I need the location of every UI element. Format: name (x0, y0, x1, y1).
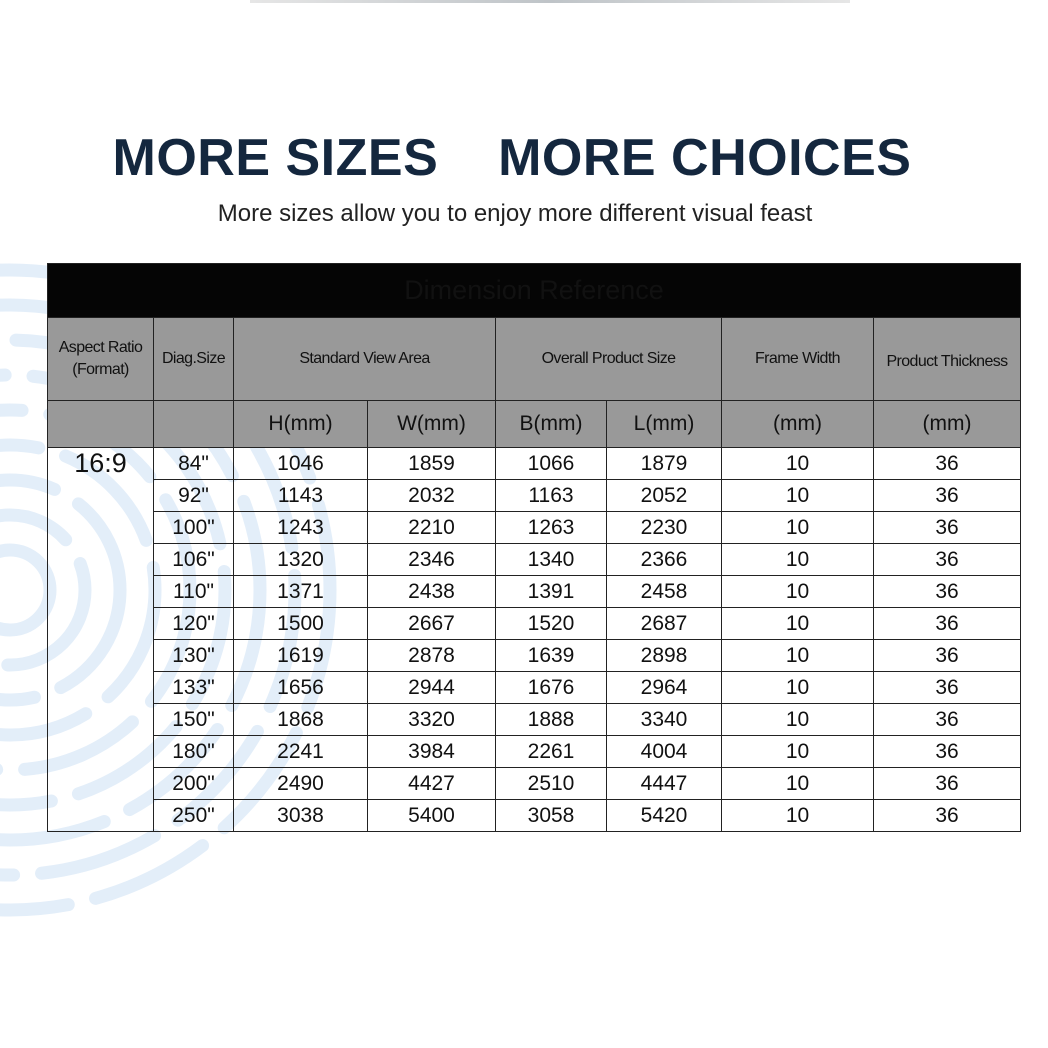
header-frame-width: Frame Width (722, 318, 874, 401)
view-height-cell: 1046 (234, 448, 368, 480)
view-width-cell: 5400 (368, 800, 496, 832)
overall-b-cell: 2510 (496, 768, 607, 800)
overall-b-cell: 1263 (496, 512, 607, 544)
unit-overall-l: L(mm) (607, 401, 722, 448)
overall-b-cell: 1639 (496, 640, 607, 672)
dimension-table (47, 263, 1021, 832)
thickness-cell: 36 (874, 608, 1021, 640)
overall-l-cell: 2230 (607, 512, 722, 544)
thickness-cell: 36 (874, 736, 1021, 768)
unit-height: H(mm) (234, 401, 368, 448)
table-row (48, 704, 1021, 736)
overall-l-cell: 2964 (607, 672, 722, 704)
unit-empty (154, 401, 234, 448)
table-row (48, 768, 1021, 800)
frame-width-cell: 10 (722, 768, 874, 800)
overall-l-cell: 2898 (607, 640, 722, 672)
overall-l-cell: 2366 (607, 544, 722, 576)
view-height-cell: 2490 (234, 768, 368, 800)
frame-width-cell: 10 (722, 480, 874, 512)
overall-b-cell: 1066 (496, 448, 607, 480)
overall-b-cell: 1520 (496, 608, 607, 640)
headline (0, 128, 1024, 188)
overall-l-cell: 4447 (607, 768, 722, 800)
overall-b-cell: 1391 (496, 576, 607, 608)
overall-b-cell: 1163 (496, 480, 607, 512)
overall-b-cell: 1340 (496, 544, 607, 576)
overall-b-cell: 1676 (496, 672, 607, 704)
header-view-area: Standard View Area (234, 318, 496, 401)
thickness-cell: 36 (874, 480, 1021, 512)
diag-size-cell: 100" (154, 512, 234, 544)
aspect-ratio-cell: 16:9 (48, 448, 154, 832)
table-row (48, 800, 1021, 832)
diag-size-cell: 200" (154, 768, 234, 800)
diag-size-cell: 150" (154, 704, 234, 736)
overall-l-cell: 3340 (607, 704, 722, 736)
diag-size-cell: 180" (154, 736, 234, 768)
header-overall-size: Overall Product Size (496, 318, 722, 401)
headline-more-choices: MORE CHOICES (498, 129, 912, 187)
overall-l-cell: 2687 (607, 608, 722, 640)
table-title: Dimension Reference (48, 264, 1021, 318)
frame-width-cell: 10 (722, 704, 874, 736)
view-width-cell: 2944 (368, 672, 496, 704)
view-height-cell: 3038 (234, 800, 368, 832)
overall-b-cell: 3058 (496, 800, 607, 832)
view-width-cell: 2032 (368, 480, 496, 512)
view-width-cell: 2210 (368, 512, 496, 544)
unit-overall-b: B(mm) (496, 401, 607, 448)
diag-size-cell: 120" (154, 608, 234, 640)
frame-width-cell: 10 (722, 672, 874, 704)
overall-l-cell: 2052 (607, 480, 722, 512)
view-width-cell: 1859 (368, 448, 496, 480)
view-height-cell: 1868 (234, 704, 368, 736)
thickness-cell: 36 (874, 448, 1021, 480)
view-height-cell: 1371 (234, 576, 368, 608)
thickness-cell: 36 (874, 800, 1021, 832)
view-width-cell: 3984 (368, 736, 496, 768)
thickness-cell: 36 (874, 544, 1021, 576)
diag-size-cell: 133" (154, 672, 234, 704)
view-width-cell: 2438 (368, 576, 496, 608)
overall-l-cell: 1879 (607, 448, 722, 480)
table-row (48, 672, 1021, 704)
thickness-cell: 36 (874, 704, 1021, 736)
overall-b-cell: 2261 (496, 736, 607, 768)
view-width-cell: 2878 (368, 640, 496, 672)
table-row (48, 640, 1021, 672)
frame-width-cell: 10 (722, 544, 874, 576)
view-height-cell: 1656 (234, 672, 368, 704)
overall-b-cell: 1888 (496, 704, 607, 736)
view-height-cell: 2241 (234, 736, 368, 768)
diag-size-cell: 130" (154, 640, 234, 672)
frame-width-cell: 10 (722, 608, 874, 640)
header-thickness: Product Thickness (874, 318, 1021, 401)
header-diag-size: Diag.Size (154, 318, 234, 401)
subtitle: More sizes allow you to enjoy more different visual feast (217, 200, 813, 227)
diag-size-cell: 92" (154, 480, 234, 512)
diag-size-cell: 106" (154, 544, 234, 576)
table-body (48, 448, 1021, 832)
diag-size-cell: 110" (154, 576, 234, 608)
headline-more-sizes: MORE SIZES (112, 129, 439, 187)
diag-size-cell: 84" (154, 448, 234, 480)
view-width-cell: 2667 (368, 608, 496, 640)
table-row (48, 480, 1021, 512)
table-row (48, 736, 1021, 768)
view-width-cell: 4427 (368, 768, 496, 800)
thickness-cell: 36 (874, 576, 1021, 608)
view-height-cell: 1619 (234, 640, 368, 672)
unit-frame: (mm) (722, 401, 874, 448)
frame-width-cell: 10 (722, 640, 874, 672)
diag-size-cell: 250" (154, 800, 234, 832)
unit-empty (48, 401, 154, 448)
frame-width-cell: 10 (722, 512, 874, 544)
frame-width-cell: 10 (722, 576, 874, 608)
table-row (48, 512, 1021, 544)
thickness-cell: 36 (874, 512, 1021, 544)
table-row (48, 608, 1021, 640)
thickness-cell: 36 (874, 768, 1021, 800)
overall-l-cell: 2458 (607, 576, 722, 608)
table-row (48, 544, 1021, 576)
unit-thickness: (mm) (874, 401, 1021, 448)
frame-width-cell: 10 (722, 448, 874, 480)
view-height-cell: 1143 (234, 480, 368, 512)
thickness-cell: 36 (874, 672, 1021, 704)
view-width-cell: 2346 (368, 544, 496, 576)
view-height-cell: 1320 (234, 544, 368, 576)
table-row (48, 576, 1021, 608)
view-width-cell: 3320 (368, 704, 496, 736)
thickness-cell: 36 (874, 640, 1021, 672)
overall-l-cell: 5420 (607, 800, 722, 832)
header-aspect-ratio: Aspect Ratio (Format) (48, 318, 154, 401)
frame-width-cell: 10 (722, 736, 874, 768)
view-height-cell: 1500 (234, 608, 368, 640)
overall-l-cell: 4004 (607, 736, 722, 768)
top-image-edge (250, 0, 850, 3)
frame-width-cell: 10 (722, 800, 874, 832)
unit-width: W(mm) (368, 401, 496, 448)
table-row (48, 448, 1021, 480)
view-height-cell: 1243 (234, 512, 368, 544)
